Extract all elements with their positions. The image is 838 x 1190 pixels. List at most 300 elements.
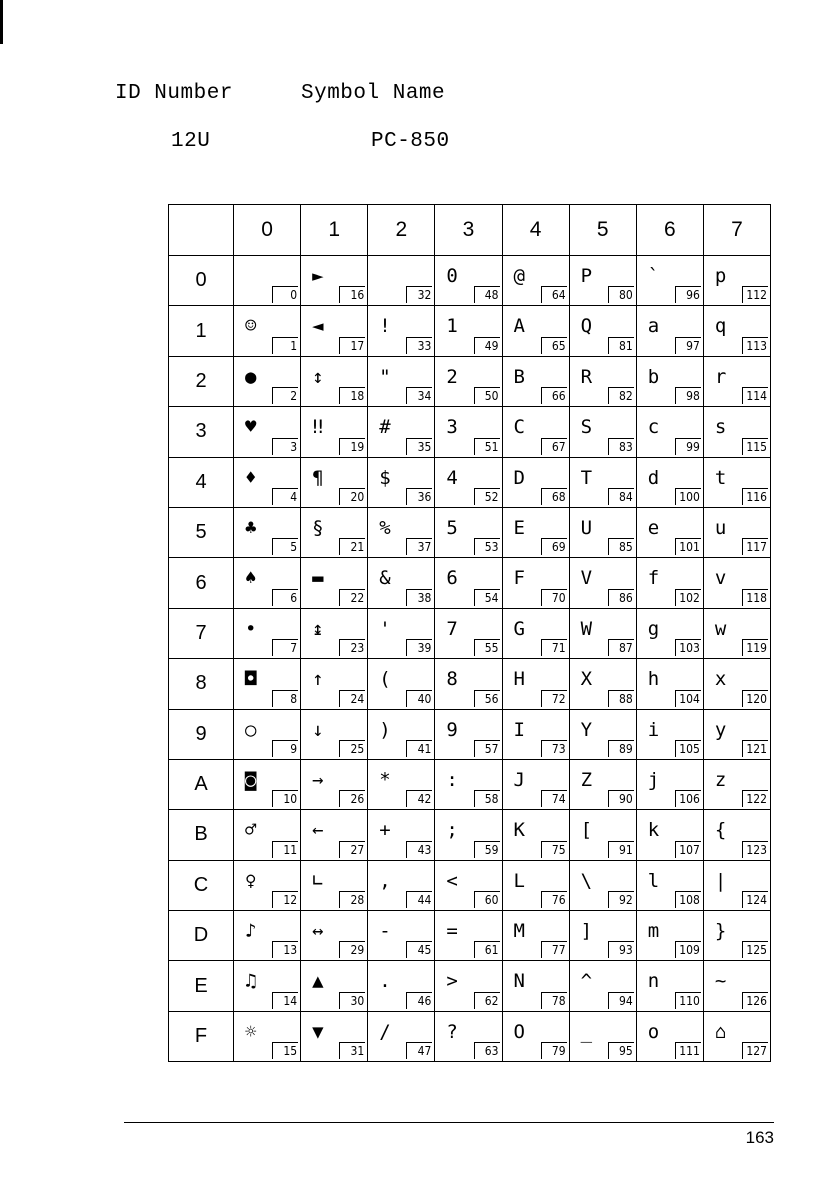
- symbol-glyph: ▬: [312, 567, 324, 590]
- symbol-glyph: c: [647, 416, 660, 439]
- decimal-code: 103: [675, 639, 701, 656]
- symbol-cell: [502, 659, 569, 709]
- decimal-code: 1: [272, 337, 298, 354]
- symbol-cell: [301, 507, 368, 557]
- symbol-glyph: \: [580, 869, 593, 892]
- decimal-code: 58: [474, 790, 500, 807]
- symbol-glyph: d: [647, 466, 660, 489]
- column-header: 0: [234, 205, 301, 256]
- symbol-cell: [368, 860, 435, 910]
- column-header: 1: [301, 205, 368, 256]
- symbol-glyph: z: [714, 768, 727, 791]
- symbol-glyph: v: [714, 567, 727, 590]
- symbol-cell: [234, 961, 301, 1011]
- decimal-code: 51: [474, 438, 500, 455]
- symbol-cell: [301, 1011, 368, 1061]
- symbol-glyph: $: [379, 466, 391, 489]
- symbol-cell: [636, 759, 703, 809]
- symbol-cell: [703, 860, 770, 910]
- decimal-code: 33: [406, 337, 432, 354]
- symbol-glyph: q: [714, 315, 727, 338]
- decimal-code: 104: [675, 690, 701, 707]
- symbol-cell: [502, 810, 569, 860]
- symbol-cell: [636, 507, 703, 557]
- symbol-cell: [502, 911, 569, 961]
- decimal-code: 115: [742, 438, 768, 455]
- symbol-glyph: *: [379, 768, 391, 791]
- symbol-glyph: V: [580, 567, 593, 590]
- symbol-glyph: ^: [580, 970, 593, 993]
- column-header: 4: [502, 205, 569, 256]
- symbol-cell: [368, 558, 435, 608]
- decimal-code: 43: [406, 841, 432, 858]
- footer-rule: [124, 1122, 774, 1123]
- symbol-glyph: :: [446, 768, 458, 791]
- symbol-glyph: j: [647, 768, 660, 791]
- symbol-glyph: [: [580, 819, 593, 842]
- symbol-cell: [703, 407, 770, 457]
- decimal-code: 61: [474, 941, 500, 958]
- decimal-code: 119: [742, 639, 768, 656]
- corner-cell: [169, 205, 234, 256]
- decimal-code: 127: [742, 1042, 768, 1059]
- decimal-code: 11: [272, 841, 298, 858]
- symbol-cell: [502, 356, 569, 406]
- decimal-code: 24: [339, 690, 365, 707]
- symbol-cell: [234, 457, 301, 507]
- symbol-glyph: ,: [379, 869, 391, 892]
- decimal-code: 107: [675, 841, 701, 858]
- symbol-glyph: E: [513, 516, 525, 539]
- column-header: 5: [569, 205, 636, 256]
- decimal-code: 6: [272, 589, 298, 606]
- symbol-cell: [368, 911, 435, 961]
- decimal-code: 87: [608, 639, 634, 656]
- table-row: [169, 407, 771, 457]
- symbol-glyph: ↕: [312, 365, 324, 388]
- symbol-glyph: ▼: [312, 1020, 324, 1043]
- symbol-cell: [234, 659, 301, 709]
- symbol-cell: [234, 356, 301, 406]
- symbol-cell: [569, 659, 636, 709]
- symbol-glyph: n: [647, 970, 660, 993]
- decimal-code: 55: [474, 639, 500, 656]
- symbol-glyph: 1: [446, 315, 458, 338]
- decimal-code: 108: [675, 891, 701, 908]
- symbol-glyph: y: [714, 718, 727, 741]
- table-row: [169, 306, 771, 356]
- symbol-cell: [301, 306, 368, 356]
- table-row: [169, 911, 771, 961]
- symbol-glyph: →: [312, 768, 324, 791]
- decimal-code: 90: [608, 790, 634, 807]
- decimal-code: 91: [608, 841, 634, 858]
- symbol-glyph: ♦: [245, 466, 257, 489]
- symbol-glyph: l: [647, 869, 660, 892]
- decimal-code: 57: [474, 740, 500, 757]
- row-header: 5: [169, 507, 234, 557]
- symbol-glyph: 0: [446, 265, 458, 287]
- decimal-code: 110: [675, 992, 701, 1009]
- row-header: 9: [169, 709, 234, 759]
- symbol-cell: [502, 407, 569, 457]
- symbol-glyph: t: [714, 466, 727, 489]
- symbol-cell: [636, 407, 703, 457]
- decimal-code: 113: [742, 337, 768, 354]
- decimal-code: 65: [541, 337, 567, 354]
- symbol-glyph: D: [513, 466, 525, 489]
- symbol-table-body: [169, 256, 771, 1062]
- symbol-cell: [502, 608, 569, 658]
- decimal-code: 85: [608, 538, 634, 555]
- symbol-cell: [703, 507, 770, 557]
- symbol-glyph: ‼: [312, 416, 324, 439]
- symbol-cell: [569, 407, 636, 457]
- symbol-cell: [301, 709, 368, 759]
- symbol-cell: [301, 558, 368, 608]
- symbol-cell: [569, 1011, 636, 1061]
- column-header: 3: [435, 205, 502, 256]
- decimal-code: 62: [474, 992, 500, 1009]
- symbol-cell: [435, 659, 502, 709]
- table-row: [169, 507, 771, 557]
- symbol-glyph: +: [379, 819, 391, 842]
- symbol-glyph: ♥: [245, 416, 257, 439]
- symbol-cell: [502, 256, 569, 306]
- symbol-cell: [435, 306, 502, 356]
- symbol-glyph: ): [379, 718, 391, 741]
- table-row: [169, 961, 771, 1011]
- symbol-glyph: e: [647, 516, 660, 539]
- symbol-glyph: }: [714, 920, 727, 943]
- symbol-cell: [569, 356, 636, 406]
- symbol-glyph: P: [580, 265, 593, 287]
- symbol-glyph: ◄: [312, 315, 324, 338]
- decimal-code: 86: [608, 589, 634, 606]
- decimal-code: 98: [675, 387, 701, 404]
- symbol-glyph: ←: [312, 819, 324, 842]
- symbol-cell: [301, 810, 368, 860]
- symbol-glyph: ↔: [312, 920, 324, 943]
- decimal-code: 76: [541, 891, 567, 908]
- symbol-cell: [435, 558, 502, 608]
- symbol-cell: [234, 256, 301, 306]
- symbol-cell: [301, 608, 368, 658]
- symbol-cell: [368, 810, 435, 860]
- symbol-glyph: ♠: [245, 567, 257, 590]
- id-number-label: ID Number: [115, 82, 233, 105]
- table-row: [169, 558, 771, 608]
- table-row: [169, 256, 771, 306]
- decimal-code: 22: [339, 589, 365, 606]
- decimal-code: 54: [474, 589, 500, 606]
- decimal-code: 75: [541, 841, 567, 858]
- table-row: [169, 860, 771, 910]
- decimal-code: 105: [675, 740, 701, 757]
- symbol-glyph: C: [513, 416, 525, 439]
- decimal-code: 36: [406, 488, 432, 505]
- symbol-glyph: ♪: [245, 920, 257, 943]
- symbol-cell: [502, 306, 569, 356]
- decimal-code: 13: [272, 941, 298, 958]
- symbol-cell: [636, 1011, 703, 1061]
- symbol-glyph: ⌂: [714, 1020, 727, 1043]
- symbol-glyph: #: [379, 416, 391, 439]
- row-header: C: [169, 860, 234, 910]
- decimal-code: 125: [742, 941, 768, 958]
- symbol-glyph: H: [513, 668, 525, 691]
- symbol-cell: [368, 256, 435, 306]
- decimal-code: 64: [541, 286, 567, 303]
- decimal-code: 101: [675, 538, 701, 555]
- table-row: [169, 1011, 771, 1061]
- symbol-cell: [368, 356, 435, 406]
- symbol-glyph: ●: [245, 365, 257, 388]
- symbol-cell: [301, 659, 368, 709]
- decimal-code: 72: [541, 690, 567, 707]
- decimal-code: 109: [675, 941, 701, 958]
- symbol-cell: [569, 810, 636, 860]
- symbol-cell: [435, 1011, 502, 1061]
- decimal-code: 126: [742, 992, 768, 1009]
- symbol-cell: [569, 256, 636, 306]
- row-header: 2: [169, 356, 234, 406]
- symbol-cell: [368, 961, 435, 1011]
- decimal-code: 41: [406, 740, 432, 757]
- symbol-cell: [368, 608, 435, 658]
- row-header: A: [169, 759, 234, 809]
- symbol-cell: [636, 608, 703, 658]
- symbol-cell: [569, 759, 636, 809]
- symbol-name-label: Symbol Name: [301, 82, 446, 105]
- symbol-glyph: I: [513, 718, 525, 741]
- table-row: [169, 810, 771, 860]
- decimal-code: 50: [474, 387, 500, 404]
- symbol-cell: [368, 507, 435, 557]
- symbol-cell: [234, 911, 301, 961]
- symbol-glyph: ;: [446, 819, 458, 842]
- symbol-cell: [569, 709, 636, 759]
- symbol-glyph: ♂: [245, 819, 257, 842]
- symbol-glyph: N: [513, 970, 525, 993]
- symbol-cell: [301, 759, 368, 809]
- symbol-cell: [636, 306, 703, 356]
- symbol-cell: [636, 961, 703, 1011]
- symbol-glyph: ↓: [312, 718, 324, 741]
- column-header: 7: [703, 205, 770, 256]
- symbol-cell: [703, 256, 770, 306]
- column-header: 6: [636, 205, 703, 256]
- decimal-code: 73: [541, 740, 567, 757]
- symbol-glyph: u: [714, 516, 727, 539]
- page-number: 163: [745, 1128, 774, 1147]
- decimal-code: 38: [406, 589, 432, 606]
- symbol-glyph: 5: [446, 516, 458, 539]
- symbol-cell: [569, 457, 636, 507]
- decimal-code: 102: [675, 589, 701, 606]
- decimal-code: 21: [339, 538, 365, 555]
- symbol-cell: [569, 306, 636, 356]
- symbol-glyph: >: [446, 970, 458, 993]
- symbol-cell: [234, 306, 301, 356]
- decimal-code: 60: [474, 891, 500, 908]
- symbol-glyph: ': [379, 617, 391, 640]
- decimal-code: 106: [675, 790, 701, 807]
- decimal-code: 3: [272, 438, 298, 455]
- symbol-glyph: ": [379, 365, 391, 388]
- symbol-glyph: ?: [446, 1020, 458, 1043]
- symbol-cell: [569, 507, 636, 557]
- decimal-code: 30: [339, 992, 365, 1009]
- symbol-cell: [703, 911, 770, 961]
- decimal-code: 121: [742, 740, 768, 757]
- symbol-cell: [703, 659, 770, 709]
- row-header: 7: [169, 608, 234, 658]
- symbol-glyph: ]: [580, 920, 593, 943]
- symbol-glyph: ↑: [312, 668, 324, 691]
- decimal-code: 79: [541, 1042, 567, 1059]
- decimal-code: 2: [272, 387, 298, 404]
- symbol-glyph: 2: [446, 365, 458, 388]
- symbol-cell: [435, 256, 502, 306]
- decimal-code: 29: [339, 941, 365, 958]
- decimal-code: 89: [608, 740, 634, 757]
- symbol-cell: [301, 356, 368, 406]
- decimal-code: 31: [339, 1042, 365, 1059]
- decimal-code: 68: [541, 488, 567, 505]
- symbol-glyph: T: [580, 466, 593, 489]
- symbol-glyph: x: [714, 668, 727, 691]
- decimal-code: 56: [474, 690, 500, 707]
- symbol-cell: [502, 1011, 569, 1061]
- decimal-code: 117: [742, 538, 768, 555]
- decimal-code: 10: [272, 790, 298, 807]
- symbol-glyph: F: [513, 567, 525, 590]
- symbol-cell: [435, 759, 502, 809]
- decimal-code: 34: [406, 387, 432, 404]
- table-row: [169, 356, 771, 406]
- symbol-glyph: ☼: [245, 1020, 257, 1043]
- symbol-glyph: m: [647, 920, 660, 943]
- symbol-cell: [435, 407, 502, 457]
- symbol-name-value: PC-850: [371, 130, 450, 153]
- symbol-cell: [636, 810, 703, 860]
- symbol-glyph: !: [379, 315, 391, 338]
- decimal-code: 52: [474, 488, 500, 505]
- symbol-glyph: 3: [446, 416, 458, 439]
- symbol-cell: [234, 407, 301, 457]
- symbol-cell: [435, 860, 502, 910]
- decimal-code: 99: [675, 438, 701, 455]
- symbol-glyph: ♣: [245, 516, 257, 539]
- symbol-cell: [368, 759, 435, 809]
- symbol-cell: [703, 1011, 770, 1061]
- symbol-glyph: /: [379, 1020, 391, 1043]
- decimal-code: 80: [608, 286, 634, 303]
- symbol-glyph: ▲: [312, 970, 324, 993]
- decimal-code: 59: [474, 841, 500, 858]
- symbol-cell: [301, 961, 368, 1011]
- symbol-cell: [569, 608, 636, 658]
- page-edge-mark: [0, 0, 3, 44]
- decimal-code: 32: [406, 286, 432, 303]
- row-header: 4: [169, 457, 234, 507]
- symbol-cell: [636, 356, 703, 406]
- symbol-glyph: =: [446, 920, 458, 943]
- symbol-cell: [502, 860, 569, 910]
- symbol-glyph: .: [379, 970, 391, 993]
- symbol-glyph: o: [647, 1020, 660, 1043]
- decimal-code: 114: [742, 387, 768, 404]
- symbol-cell: [301, 407, 368, 457]
- symbol-glyph: B: [513, 365, 525, 388]
- decimal-code: 92: [608, 891, 634, 908]
- symbol-glyph: w: [714, 617, 727, 640]
- symbol-cell: [368, 407, 435, 457]
- symbol-cell: [636, 256, 703, 306]
- decimal-code: 12: [272, 891, 298, 908]
- decimal-code: 26: [339, 790, 365, 807]
- decimal-code: 112: [742, 286, 768, 303]
- symbol-cell: [636, 911, 703, 961]
- symbol-glyph: 4: [446, 466, 458, 489]
- column-header: 2: [368, 205, 435, 256]
- decimal-code: 23: [339, 639, 365, 656]
- symbol-glyph: ∟: [312, 869, 324, 892]
- decimal-code: 46: [406, 992, 432, 1009]
- symbol-cell: [502, 759, 569, 809]
- symbol-glyph: ~: [714, 970, 727, 993]
- symbol-cell: [636, 457, 703, 507]
- symbol-cell: [234, 507, 301, 557]
- symbol-glyph: i: [647, 718, 660, 741]
- symbol-cell: [234, 608, 301, 658]
- symbol-glyph: ♫: [245, 970, 257, 993]
- symbol-cell: [301, 256, 368, 306]
- decimal-code: 18: [339, 387, 365, 404]
- decimal-code: 82: [608, 387, 634, 404]
- decimal-code: 100: [675, 488, 701, 505]
- symbol-glyph: A: [513, 315, 525, 338]
- symbol-cell: [502, 507, 569, 557]
- decimal-code: 16: [339, 286, 365, 303]
- symbol-glyph: X: [580, 668, 593, 691]
- symbol-cell: [234, 1011, 301, 1061]
- symbol-cell: [301, 911, 368, 961]
- symbol-glyph: Z: [580, 768, 593, 791]
- decimal-code: 37: [406, 538, 432, 555]
- symbol-glyph: |: [714, 869, 727, 892]
- decimal-code: 84: [608, 488, 634, 505]
- decimal-code: 81: [608, 337, 634, 354]
- symbol-glyph: ¶: [312, 466, 324, 489]
- decimal-code: 53: [474, 538, 500, 555]
- decimal-code: 4: [272, 488, 298, 505]
- symbol-glyph: ◙: [245, 768, 257, 791]
- symbol-glyph: p: [714, 265, 727, 287]
- symbol-glyph: §: [312, 516, 324, 539]
- symbol-cell: [234, 810, 301, 860]
- row-header: 1: [169, 306, 234, 356]
- decimal-code: 35: [406, 438, 432, 455]
- decimal-code: 44: [406, 891, 432, 908]
- decimal-code: 120: [742, 690, 768, 707]
- symbol-glyph: 8: [446, 668, 458, 691]
- decimal-code: 69: [541, 538, 567, 555]
- decimal-code: 19: [339, 438, 365, 455]
- decimal-code: 77: [541, 941, 567, 958]
- symbol-glyph: 9: [446, 718, 458, 741]
